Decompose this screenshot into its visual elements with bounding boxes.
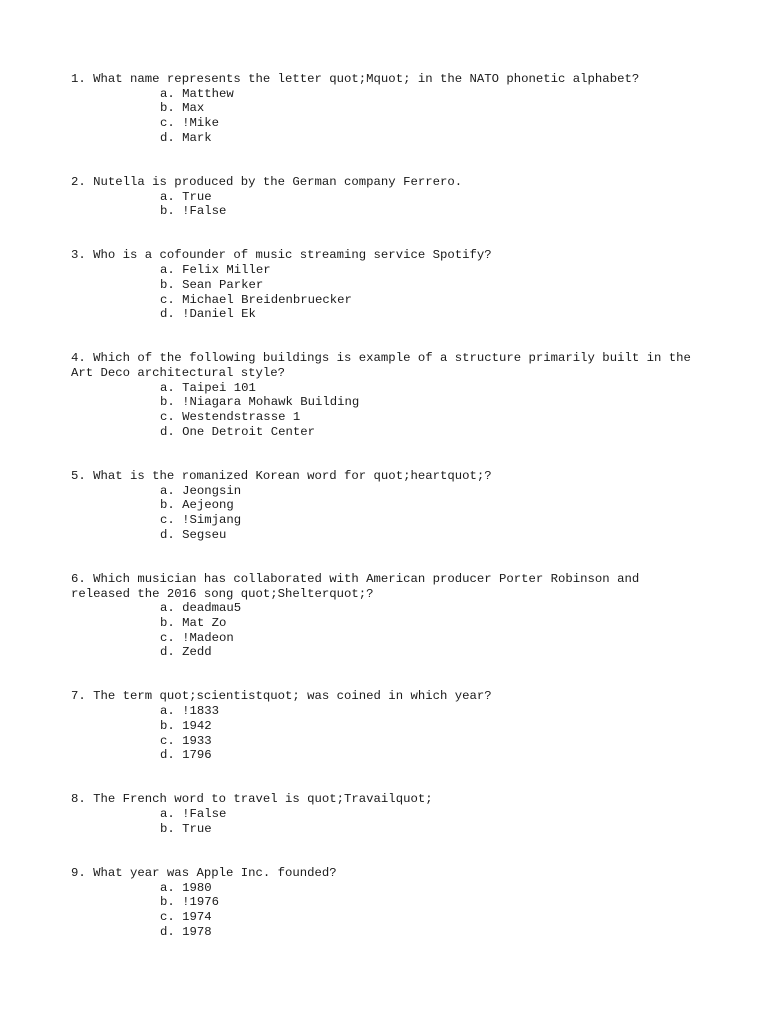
question-text: 4. Which of the following buildings is example of a structure primarily built in the Art Deco architectural style? — [71, 351, 691, 381]
answer-option: b. Max — [160, 101, 205, 116]
answer-option: b. Sean Parker — [160, 277, 264, 292]
answer-option: a. Matthew — [160, 86, 234, 101]
answer-option: d. 1978 — [160, 924, 212, 939]
question-text: 5. What is the romanized Korean word for quot;heartquot;? — [71, 468, 492, 483]
answer-options — [71, 881, 691, 940]
question-text: 9. What year was Apple Inc. founded? — [71, 865, 337, 880]
question-text: 8. The French word to travel is quot;Travailquot; — [71, 792, 433, 807]
question-2 — [71, 175, 691, 219]
answer-option: a. Taipei 101 — [160, 380, 256, 395]
question-4 — [71, 351, 691, 439]
answer-option: b. !Niagara Mohawk Building — [160, 395, 360, 410]
answer-option: c. !Simjang — [160, 513, 242, 528]
question-text: 7. The term quot;scientistquot; was coined in which year? — [71, 689, 492, 704]
answer-option: d. !Daniel Ek — [160, 307, 256, 322]
answer-option: b. !False — [160, 204, 227, 219]
answer-option: d. 1796 — [160, 748, 212, 763]
answer-option: b. Mat Zo — [160, 615, 227, 630]
answer-option: a. !1833 — [160, 704, 220, 719]
answer-options — [71, 807, 691, 836]
question-3 — [71, 248, 691, 322]
answer-options — [71, 87, 691, 146]
question-text: 6. Which musician has collaborated with American producer Porter Robinson and released the 2016 song quot;Shelterquot;? — [71, 571, 640, 601]
answer-option: c. 1933 — [160, 733, 212, 748]
answer-option: a. !False — [160, 807, 227, 822]
question-8 — [71, 792, 691, 836]
answer-option: d. One Detroit Center — [160, 424, 315, 439]
question-text: 1. What name represents the letter quot;Mquot; in the NATO phonetic alphabet? — [71, 72, 640, 86]
answer-option: a. Jeongsin — [160, 483, 242, 498]
answer-option: b. !1976 — [160, 895, 220, 910]
quiz-document — [71, 72, 691, 939]
answer-option: d. Segseu — [160, 527, 227, 542]
answer-options — [71, 190, 691, 219]
answer-option: a. 1980 — [160, 880, 212, 895]
answer-option: b. 1942 — [160, 718, 212, 733]
answer-option: c. !Mike — [160, 116, 220, 131]
answer-option: b. True — [160, 821, 212, 836]
answer-option: a. True — [160, 189, 212, 204]
answer-option: d. Mark — [160, 130, 212, 145]
answer-option: c. Westendstrasse 1 — [160, 410, 301, 425]
question-text: 3. Who is a cofounder of music streaming service Spotify? — [71, 248, 492, 263]
answer-options — [71, 381, 691, 440]
question-7 — [71, 689, 691, 763]
answer-options — [71, 484, 691, 543]
answer-options — [71, 601, 691, 660]
answer-option: c. Michael Breidenbruecker — [160, 292, 352, 307]
question-text: 2. Nutella is produced by the German company Ferrero. — [71, 174, 463, 189]
question-6 — [71, 572, 691, 660]
answer-option: c. 1974 — [160, 909, 212, 924]
question-5 — [71, 469, 691, 543]
answer-options — [71, 263, 691, 322]
question-list — [71, 72, 691, 939]
answer-option: b. Aejeong — [160, 498, 234, 513]
answer-option: c. !Madeon — [160, 630, 234, 645]
answer-option: a. deadmau5 — [160, 601, 242, 616]
question-1 — [71, 72, 691, 146]
question-9 — [71, 866, 691, 940]
answer-option: d. Zedd — [160, 645, 212, 660]
answer-options — [71, 704, 691, 763]
answer-option: a. Felix Miller — [160, 263, 271, 278]
